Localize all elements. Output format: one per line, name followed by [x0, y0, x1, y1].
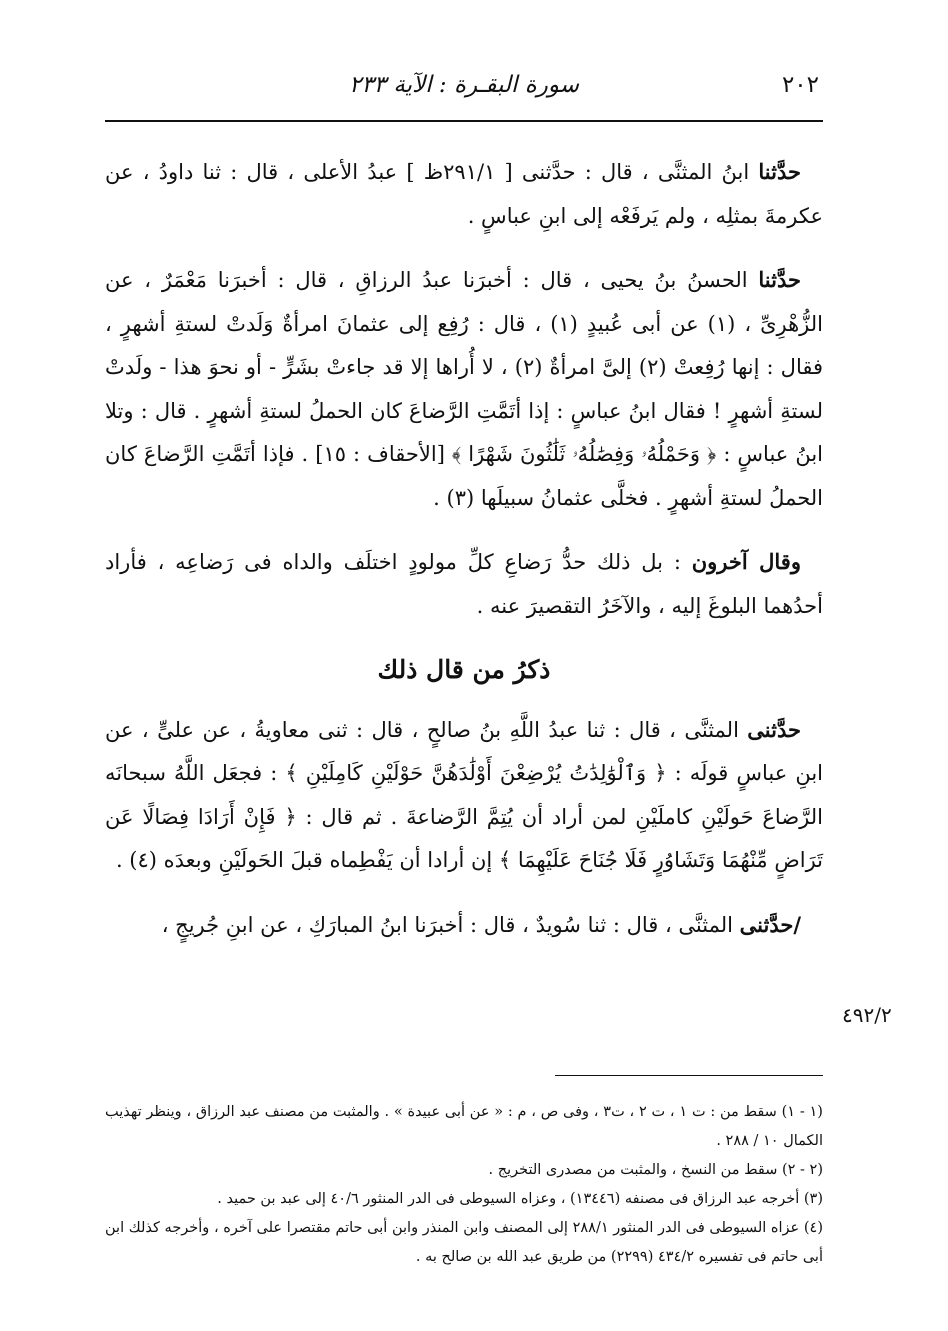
- footnote-rule: [555, 1075, 823, 1076]
- paragraph-5: [105, 903, 823, 948]
- paragraph-text: الحسنُ بنُ يحيى ، قال : أخبرَنا عبدُ الرزاقِ ، قال : أخبرَنا مَعْمَرٌ ، عن الزُّهْرِىِّ ، (١) عن أبى عُبيدٍ (١) ، قال : رُفِع إلى عثمانَ امرأةٌ وَلَدتْ لستةِ أشهرٍ ، فقال : إنها رُفِعتْ (٢) إلىَّ امرأةٌ (٢) ، لا أُراها إلا قد جاءتْ بشَرٍّ - أو نحوَ هذا - ولَدتْ لستةِ أشهرٍ ! فقال ابنُ عباسٍ : إذا أتَمَّتِ الرَّضاعَ كان الحملُ لستةِ أشهرٍ . قال : وتلا ابنُ عباسٍ : ﴿ وَحَمْلُهُۥ وَفِصَٰلُهُۥ ثَلَٰثُونَ شَهْرًا ﴾ [الأحقاف : ١٥] . فإذا أتَمَّتِ الرَّضاعَ كان الحملُ لستةِ أشهرٍ . فخلَّى عثمانُ سبيلَها (٣) .: [105, 268, 824, 510]
- section-heading: ذكرُ من قال ذلك: [377, 655, 551, 684]
- running-title: سورة البقـرة : الآية ٢٣٣: [348, 72, 580, 98]
- paragraph-2: [105, 258, 823, 520]
- footnote-3: (٣) أخرجه عبد الرزاق فى مصنفه (١٣٤٤٦) ، وعزاه السيوطى فى الدر المنثور ٤٠/٦ إلى عبد بن حميد .: [217, 1191, 823, 1207]
- paragraph-4: [105, 708, 823, 883]
- paragraph-text: : بل ذلك حدُّ رَضاعِ كلِّ مولودٍ اختلَف والداه فى رَضاعِه ، فأراد أحدُهما البلوغَ إليه ، والآخَرُ التقصيرَ عنه .: [105, 550, 823, 618]
- paragraph-text: المثنَّى ، قال : ثنا عبدُ اللَّهِ بنُ صالحٍ ، قال : ثنى معاويةُ ، عن علىٍّ ، عن ابنِ عباسٍ قولَه : ﴿ وَٱلْوَٰلِدَٰتُ يُرْضِعْنَ أَوْلَٰدَهُنَّ حَوْلَيْنِ كَامِلَيْنِ ﴾ : فجعَل اللَّهُ سبحانَه الرَّضاعَ حَولَيْنِ كاملَيْنِ لمن أراد أن يُتِمَّ الرَّضاعةَ . ثم قال : ﴿ فَإِنْ أَرَادَا فِصَالًا عَن تَرَاضٍ مِّنْهُمَا وَتَشَاوُرٍ فَلَا جُنَاحَ عَلَيْهِمَا ﴾ إن أرادا أن يَفْطِماه قبلَ الحَولَيْنِ وبعدَه (٤) .: [105, 717, 823, 872]
- footnote-1: (١ - ١) سقط من : ت ١ ، ت ٢ ، ت٣ ، وفى ص ، م : « عن أبى عبيدة » . والمثبت من مصنف عبد الرزاق ، وينظر تهذيب الكمال ١٠ / ٢٨٨ .: [105, 1104, 823, 1149]
- paragraph-lead: وقال آخرون: [691, 549, 801, 574]
- paragraph-3: [105, 540, 823, 628]
- paragraph-1: [105, 150, 823, 238]
- paragraph-lead: حدَّثنا: [758, 267, 801, 292]
- footnote-2: (٢ - ٢) سقط من النسخ ، والمثبت من مصدرى التخريج .: [488, 1162, 823, 1178]
- paragraph-lead: حدَّثنى: [747, 716, 801, 742]
- paragraph-lead: حدَّثنا: [758, 159, 801, 184]
- margin-page-reference: ٤٩٢/٢: [842, 1003, 892, 1027]
- page-number: ٢٠٢: [781, 72, 819, 98]
- page-header: [105, 70, 823, 110]
- paragraph-lead: /حدَّثنى: [739, 911, 801, 937]
- paragraph-text: ابنُ المثنَّى ، قال : حدَّثنى [ ٢٩١/١ظ ] عبدُ الأعلى ، قال : ثنا داودُ ، عن عكرمةَ بمثلِه ، ولم يَرفَعْه إلى ابنِ عباسٍ .: [105, 160, 823, 228]
- paragraph-text: المثنَّى ، قال : ثنا سُويدٌ ، قال : أخبرَنا ابنُ المبارَكِ ، عن ابنِ جُريجٍ ،: [161, 912, 740, 937]
- footnote-4: (٤) عزاه السيوطى فى الدر المنثور ٢٨٨/١ إلى المصنف وابن المنذر وابن أبى حاتم مقتصرا على آخره ، وأخرجه كذلك ابن أبى حاتم فى تفسيره ٤٣٤/٢ (٢٢٩٩) من طريق عبد الله بن صالح به .: [105, 1220, 823, 1265]
- main-text: [105, 150, 823, 967]
- footnotes: [105, 1098, 823, 1272]
- header-rule: [105, 120, 823, 122]
